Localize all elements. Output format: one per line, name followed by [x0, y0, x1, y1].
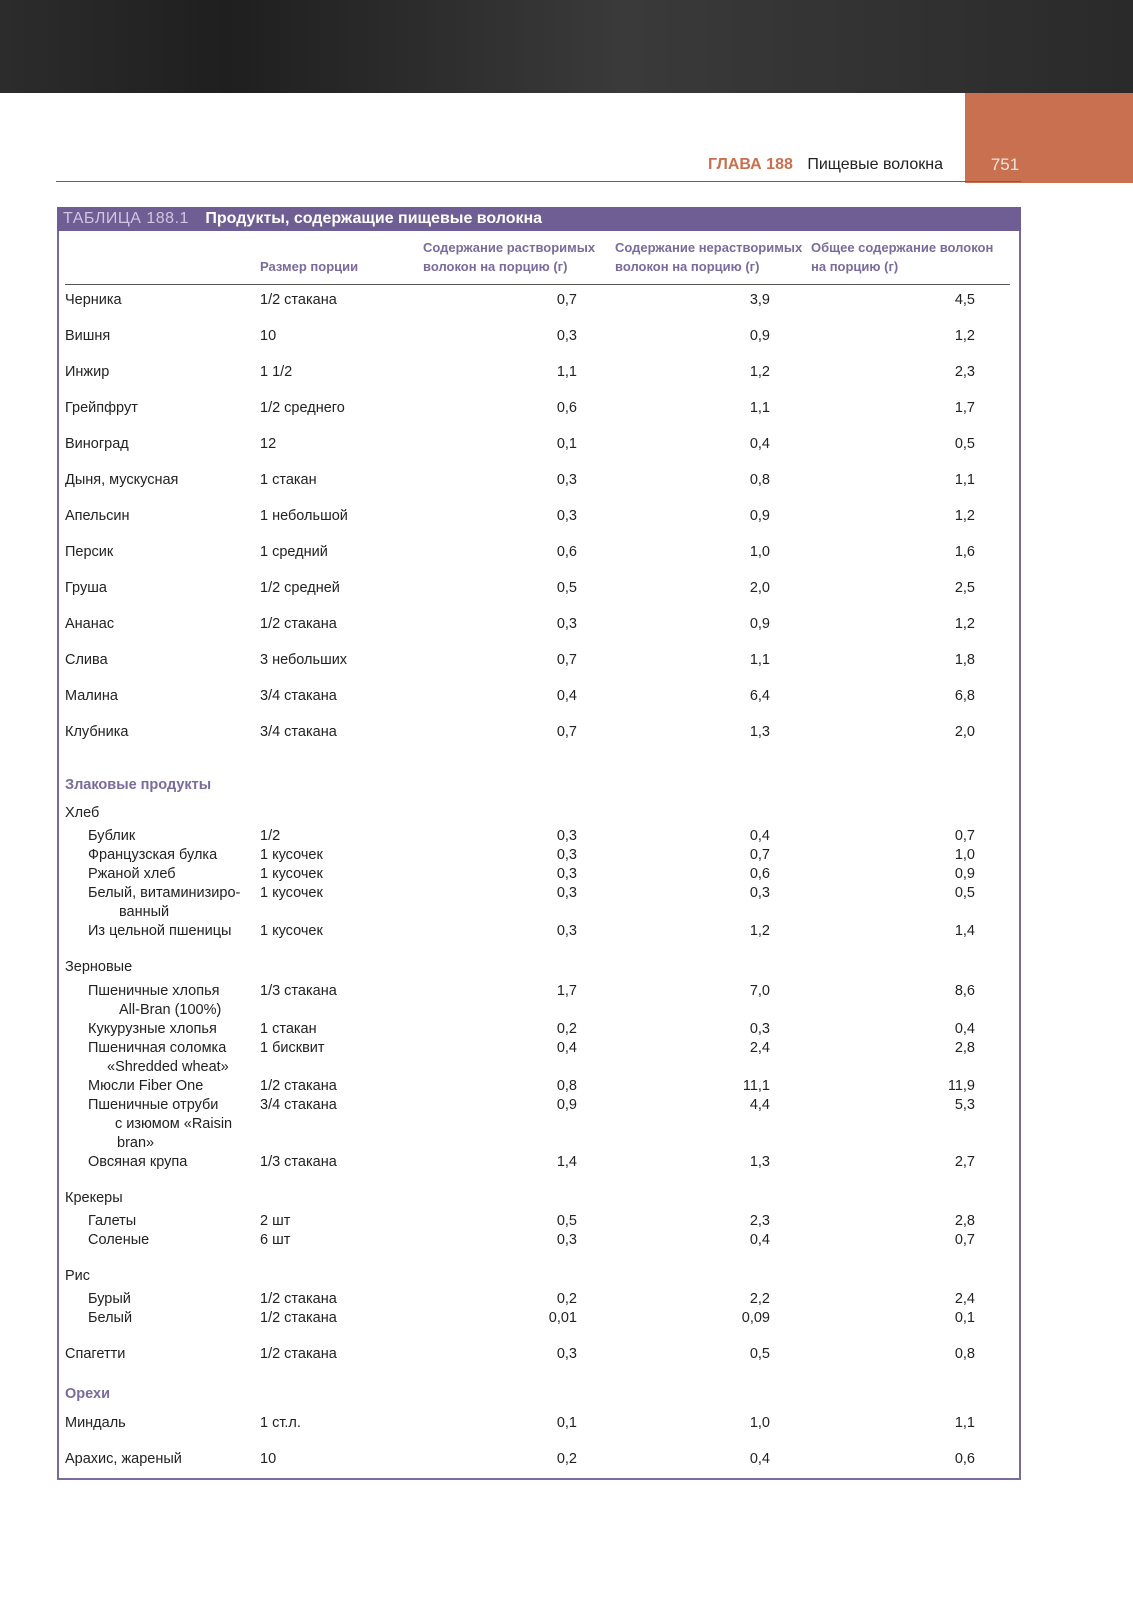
portion-size: 1/2 среднего [260, 400, 345, 416]
col-header-total [811, 238, 993, 276]
soluble-fiber: 0,3 [556, 847, 577, 863]
table-row [65, 1019, 1010, 1039]
soluble-fiber: 0,4 [556, 1040, 577, 1056]
insoluble-fiber: 0,4 [749, 1451, 770, 1467]
portion-size: 10 [260, 328, 277, 344]
table-row [65, 398, 1010, 418]
soluble-fiber: 0,1 [556, 436, 577, 452]
soluble-fiber: 0,7 [556, 724, 577, 740]
soluble-fiber: 0,3 [556, 866, 577, 882]
portion-size: 12 [260, 436, 277, 452]
insoluble-fiber: 4,4 [749, 1097, 770, 1113]
soluble-fiber: 0,01 [548, 1310, 577, 1326]
col-header-portion: Размер порции [260, 259, 359, 274]
col-header-insoluble-line2: волокон на порцию (г) [615, 259, 760, 274]
total-fiber: 0,7 [954, 1232, 975, 1248]
food-name: Слива [65, 652, 108, 668]
portion-size: 2 шт [260, 1213, 291, 1229]
total-fiber: 1,6 [954, 544, 975, 560]
food-name: Из цельной пшеницы [88, 923, 232, 939]
food-name: Инжир [65, 364, 110, 380]
total-fiber: 0,8 [954, 1346, 975, 1362]
food-name: Пшеничные отруби [88, 1097, 219, 1113]
total-fiber: 0,5 [954, 436, 975, 452]
chapter-topic: Пищевые волокна [807, 156, 943, 173]
insoluble-fiber: 0,8 [749, 472, 770, 488]
soluble-fiber: 0,7 [556, 292, 577, 308]
portion-size: 1/2 [260, 828, 281, 844]
portion-size: 1 стакан [260, 472, 317, 488]
food-name: Пшеничная соломка [88, 1040, 227, 1056]
insoluble-fiber: 1,3 [749, 724, 770, 740]
soluble-fiber: 0,2 [556, 1291, 577, 1307]
table-row [65, 1152, 1010, 1172]
portion-size: 3 небольших [260, 652, 348, 668]
insoluble-fiber: 0,5 [749, 1346, 770, 1362]
table-row [65, 470, 1010, 490]
total-fiber: 1,4 [954, 923, 975, 939]
portion-size: 1 стакан [260, 1021, 317, 1037]
table-row [65, 1289, 1010, 1309]
total-fiber: 1,1 [954, 472, 975, 488]
portion-size: 1/2 средней [260, 580, 340, 596]
portion-size: 1 ст.л. [260, 1415, 301, 1431]
total-fiber: 0,7 [954, 828, 975, 844]
soluble-fiber: 0,3 [556, 828, 577, 844]
insoluble-fiber: 2,3 [749, 1213, 770, 1229]
total-fiber: 2,7 [954, 1154, 975, 1170]
soluble-fiber: 0,3 [556, 472, 577, 488]
soluble-fiber: 0,3 [556, 1232, 577, 1248]
food-name: Бурый [88, 1291, 131, 1307]
table-row [65, 864, 1010, 884]
total-fiber: 4,5 [954, 292, 975, 308]
table-row-continuation [65, 1133, 1010, 1153]
food-name: Спагетти [65, 1346, 126, 1362]
group-heading-grains: Зерновые [65, 959, 133, 975]
table-row [65, 883, 1010, 903]
portion-size: 10 [260, 1451, 277, 1467]
table-title: Продукты, содержащие пищевые волокна [205, 210, 543, 227]
table-row [65, 686, 1010, 706]
table-row [65, 1308, 1010, 1328]
col-header-soluble [423, 238, 595, 276]
soluble-fiber: 0,3 [556, 1346, 577, 1362]
table-row-continuation [65, 902, 1010, 922]
table-row [65, 362, 1010, 382]
food-name: Апельсин [65, 508, 130, 524]
col-header-total-line1: Общее содержание волокон [811, 240, 994, 255]
insoluble-fiber: 0,3 [749, 885, 770, 901]
total-fiber: 11,9 [947, 1078, 975, 1094]
insoluble-fiber: 0,4 [749, 1232, 770, 1248]
food-name: Дыня, мускусная [65, 472, 179, 488]
insoluble-fiber: 1,1 [749, 400, 770, 416]
food-name-continued: с изюмом «Raisin [115, 1116, 233, 1132]
insoluble-fiber: 2,0 [749, 580, 770, 596]
insoluble-fiber: 0,9 [749, 616, 770, 632]
scan-top-band [0, 0, 1133, 93]
soluble-fiber: 0,4 [556, 688, 577, 704]
total-fiber: 8,6 [954, 983, 975, 999]
soluble-fiber: 0,2 [556, 1021, 577, 1037]
food-name: Ананас [65, 616, 115, 632]
total-fiber: 1,7 [954, 400, 975, 416]
food-name: Соленые [88, 1232, 150, 1248]
food-name: Персик [65, 544, 114, 560]
food-name: Клубника [65, 724, 129, 740]
total-fiber: 0,1 [954, 1310, 975, 1326]
running-head [708, 156, 943, 174]
portion-size: 1/2 стакана [260, 1078, 337, 1094]
table-row [65, 981, 1010, 1001]
table-row [65, 1076, 1010, 1096]
insoluble-fiber: 1,1 [749, 652, 770, 668]
insoluble-fiber: 7,0 [749, 983, 770, 999]
col-header-total-line2: на порцию (г) [811, 259, 899, 274]
total-fiber: 2,4 [954, 1291, 975, 1307]
total-fiber: 1,0 [954, 847, 975, 863]
food-name: Французская булка [88, 847, 218, 863]
table-row [65, 1344, 1010, 1364]
total-fiber: 2,5 [954, 580, 975, 596]
insoluble-fiber: 0,3 [749, 1021, 770, 1037]
food-name: Галеты [88, 1213, 137, 1229]
soluble-fiber: 0,5 [556, 580, 577, 596]
soluble-fiber: 0,2 [556, 1451, 577, 1467]
table-row [65, 845, 1010, 865]
soluble-fiber: 0,3 [556, 885, 577, 901]
portion-size: 1 кусочек [260, 847, 323, 863]
table-row-continuation [65, 1000, 1010, 1020]
food-name: Миндаль [65, 1415, 126, 1431]
portion-size: 1 бисквит [260, 1040, 325, 1056]
table-row [65, 326, 1010, 346]
portion-size: 1/3 стакана [260, 1154, 337, 1170]
table-row [65, 1449, 1010, 1469]
food-name: Бублик [88, 828, 136, 844]
table-row [65, 1413, 1010, 1433]
total-fiber: 1,2 [954, 508, 975, 524]
insoluble-fiber: 0,9 [749, 508, 770, 524]
portion-size: 3/4 стакана [260, 1097, 337, 1113]
table-row [65, 578, 1010, 598]
insoluble-fiber: 3,9 [749, 292, 770, 308]
col-header-insoluble-line1: Содержание нерастворимых [615, 240, 803, 255]
header-underline [65, 284, 1010, 285]
food-name-continued: bran» [117, 1135, 155, 1151]
soluble-fiber: 0,7 [556, 652, 577, 668]
total-fiber: 0,5 [954, 885, 975, 901]
total-fiber: 2,3 [954, 364, 975, 380]
group-heading-crackers: Крекеры [65, 1190, 123, 1206]
table-row [65, 290, 1010, 310]
total-fiber: 1,8 [954, 652, 975, 668]
portion-size: 1 кусочек [260, 885, 323, 901]
insoluble-fiber: 1,0 [749, 1415, 770, 1431]
food-name: Вишня [65, 328, 111, 344]
header-rule [56, 181, 1021, 182]
portion-size: 1 кусочек [260, 866, 323, 882]
col-header-insoluble [615, 238, 802, 276]
food-name-continued: All-Bran (100%) [119, 1002, 222, 1018]
insoluble-fiber: 2,4 [749, 1040, 770, 1056]
portion-size: 1 небольшой [260, 508, 348, 524]
food-name: Мюсли Fiber One [88, 1078, 204, 1094]
food-name: Малина [65, 688, 118, 704]
table-row [65, 542, 1010, 562]
portion-size: 1/2 стакана [260, 1310, 337, 1326]
food-name: Ржаной хлеб [88, 866, 176, 882]
soluble-fiber: 0,6 [556, 400, 577, 416]
soluble-fiber: 0,3 [556, 328, 577, 344]
table-row [65, 434, 1010, 454]
chapter-label: ГЛАВА 188 [707, 156, 793, 173]
insoluble-fiber: 0,7 [749, 847, 770, 863]
food-name: Кукурузные хлопья [88, 1021, 217, 1037]
food-name: Грейпфрут [65, 400, 138, 416]
food-name: Пшеничные хлопья [88, 983, 220, 999]
soluble-fiber: 0,1 [556, 1415, 577, 1431]
table-row [65, 1211, 1010, 1231]
total-fiber: 6,8 [954, 688, 975, 704]
insoluble-fiber: 0,09 [741, 1310, 770, 1326]
insoluble-fiber: 0,4 [749, 436, 770, 452]
soluble-fiber: 0,3 [556, 923, 577, 939]
insoluble-fiber: 1,3 [749, 1154, 770, 1170]
table-row [65, 506, 1010, 526]
total-fiber: 1,2 [954, 328, 975, 344]
soluble-fiber: 0,3 [556, 508, 577, 524]
insoluble-fiber: 0,4 [749, 828, 770, 844]
insoluble-fiber: 1,2 [749, 364, 770, 380]
food-name-continued: «Shredded wheat» [107, 1059, 229, 1075]
soluble-fiber: 0,9 [556, 1097, 577, 1113]
section-heading-nuts: Орехи [65, 1386, 110, 1402]
table-number: ТАБЛИЦА 188.1 [63, 210, 189, 227]
soluble-fiber: 0,5 [556, 1213, 577, 1229]
table-row [65, 921, 1010, 941]
table-row [65, 826, 1010, 846]
food-name: Овсяная крупа [88, 1154, 188, 1170]
insoluble-fiber: 11,1 [742, 1078, 770, 1094]
food-name: Виноград [65, 436, 129, 452]
portion-size: 6 шт [260, 1232, 291, 1248]
food-name: Белый, витаминизиро- [88, 885, 241, 901]
portion-size: 1/3 стакана [260, 983, 337, 999]
soluble-fiber: 1,1 [556, 364, 577, 380]
table-row [65, 614, 1010, 634]
portion-size: 1/2 стакана [260, 1291, 337, 1307]
total-fiber: 1,1 [954, 1415, 975, 1431]
portion-size: 1 средний [260, 544, 328, 560]
table-title-bar [57, 207, 1021, 231]
table-row-continuation [65, 1057, 1010, 1077]
group-heading-bread: Хлеб [65, 805, 100, 821]
insoluble-fiber: 1,2 [749, 923, 770, 939]
group-heading-rice: Рис [65, 1268, 91, 1284]
table-row [65, 1230, 1010, 1250]
total-fiber: 0,9 [954, 866, 975, 882]
insoluble-fiber: 1,0 [749, 544, 770, 560]
soluble-fiber: 0,8 [556, 1078, 577, 1094]
total-fiber: 5,3 [954, 1097, 975, 1113]
food-name: Черника [65, 292, 122, 308]
soluble-fiber: 0,6 [556, 544, 577, 560]
food-name: Белый [88, 1310, 133, 1326]
soluble-fiber: 1,7 [556, 983, 577, 999]
total-fiber: 2,0 [954, 724, 975, 740]
table-row [65, 650, 1010, 670]
portion-size: 1 кусочек [260, 923, 323, 939]
col-header-soluble-line1: Содержание растворимых [423, 240, 596, 255]
insoluble-fiber: 6,4 [749, 688, 770, 704]
portion-size: 1 1/2 [260, 364, 293, 380]
portion-size: 3/4 стакана [260, 724, 337, 740]
table-row-continuation [65, 1114, 1010, 1134]
table-row [65, 1038, 1010, 1058]
total-fiber: 0,6 [954, 1451, 975, 1467]
total-fiber: 2,8 [954, 1040, 975, 1056]
portion-size: 1/2 стакана [260, 616, 337, 632]
portion-size: 1/2 стакана [260, 1346, 337, 1362]
section-heading-cereals: Злаковые продукты [65, 777, 212, 793]
soluble-fiber: 1,4 [556, 1154, 577, 1170]
total-fiber: 1,2 [954, 616, 975, 632]
soluble-fiber: 0,3 [556, 616, 577, 632]
table-row [65, 1095, 1010, 1115]
insoluble-fiber: 0,9 [749, 328, 770, 344]
insoluble-fiber: 0,6 [749, 866, 770, 882]
portion-size: 1/2 стакана [260, 292, 337, 308]
food-name: Арахис, жареный [65, 1451, 182, 1467]
table-row [65, 722, 1010, 742]
insoluble-fiber: 2,2 [749, 1291, 770, 1307]
food-name-continued: ванный [119, 904, 170, 920]
total-fiber: 0,4 [954, 1021, 975, 1037]
total-fiber: 2,8 [954, 1213, 975, 1229]
col-header-soluble-line2: волокон на порцию (г) [423, 259, 568, 274]
food-name: Груша [65, 580, 107, 596]
portion-size: 3/4 стакана [260, 688, 337, 704]
page-number: 751 [990, 155, 1020, 174]
